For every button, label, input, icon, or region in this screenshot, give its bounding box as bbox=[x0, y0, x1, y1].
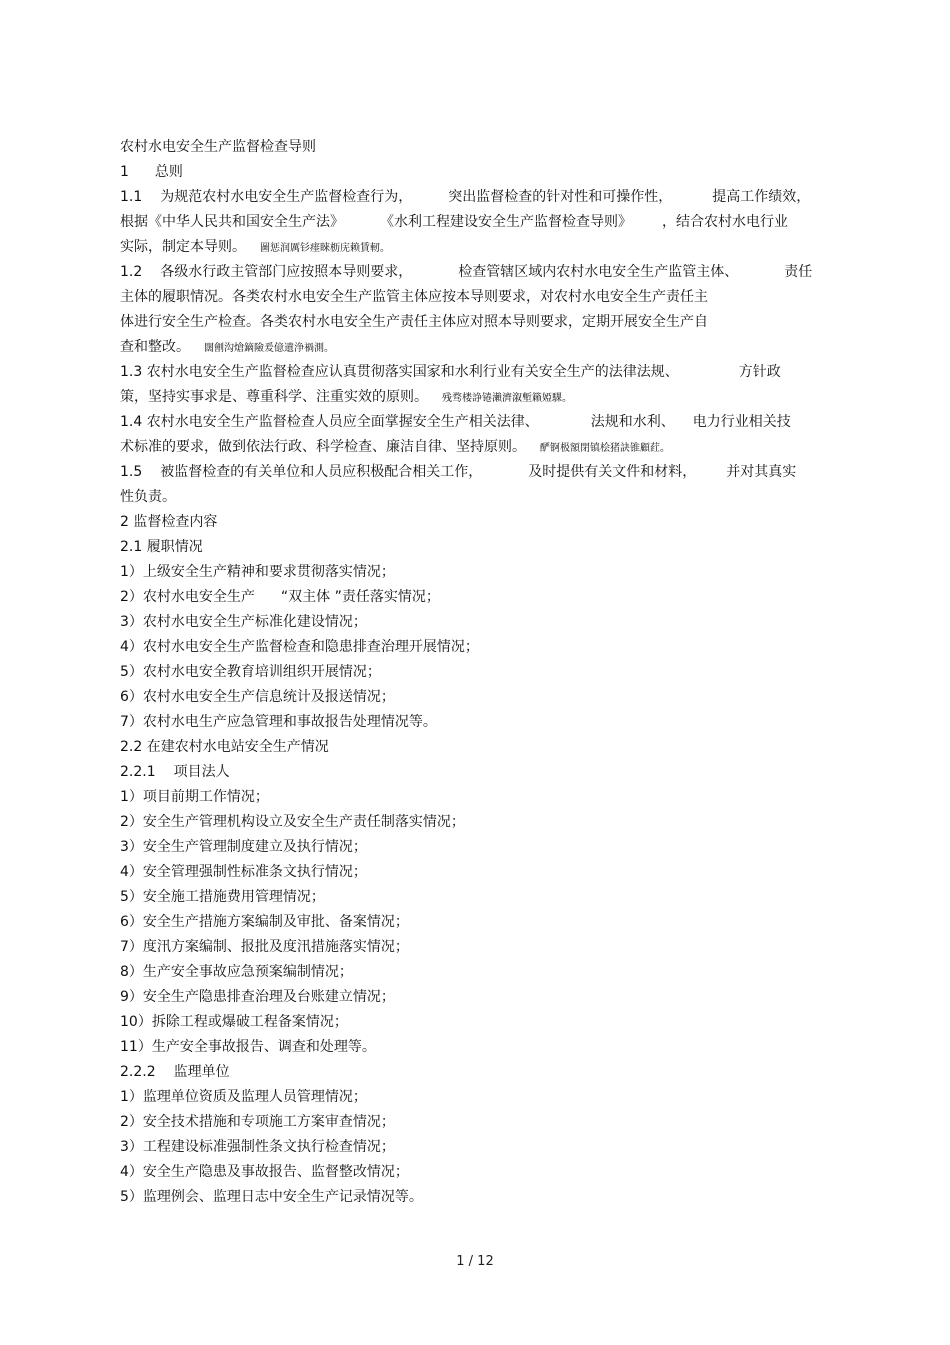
subsection-heading: 2.2.1 项目法人 bbox=[120, 764, 230, 780]
paragraph-line: 1.5 被监督检查的有关单位和人员应积极配合相关工作， 及时提供有关文件和材料， 并对其真实 bbox=[120, 464, 797, 480]
paragraph-line: 查和整改。 闊劊沟熗鏑險爰億遺浄禍測。 bbox=[120, 339, 334, 355]
list-item: 6）农村水电安全生产信息统计及报送情况； bbox=[120, 689, 395, 705]
page-number: 1 / 12 bbox=[456, 1254, 494, 1269]
list-item: 10）拆除工程或爆破工程备案情况； bbox=[120, 1014, 348, 1030]
list-item: 7）度汛方案编制、报批及度汛措施落实情况； bbox=[120, 939, 409, 955]
section-heading: 1 总则 bbox=[120, 164, 183, 180]
list-item: 1）项目前期工作情况； bbox=[120, 789, 269, 805]
document-body bbox=[120, 138, 826, 1213]
list-item: 5）农村水电安全教育培训组织开展情况； bbox=[120, 664, 381, 680]
list-item: 4）安全管理强制性标准条文执行情况； bbox=[120, 864, 367, 880]
list-item: 4）农村水电安全生产监督检查和隐患排查治理开展情况； bbox=[120, 639, 479, 655]
list-item: 7）农村水电生产应急管理和事故报告处理情况等。 bbox=[120, 714, 437, 730]
list-item: 4）安全生产隐患及事故报告、监督整改情况； bbox=[120, 1164, 409, 1180]
paragraph-line: 1.3 农村水电安全生产监督检查应认真贯彻落实国家和水利行业有关安全生产的法律法规、 方针政 bbox=[120, 364, 781, 380]
list-item: 3）工程建设标准强制性条文执行检查情况； bbox=[120, 1139, 395, 1155]
subsection-heading: 2.1 履职情况 bbox=[120, 539, 203, 555]
list-item: 3）安全生产管理制度建立及执行情况； bbox=[120, 839, 367, 855]
list-item: 9）安全生产隐患排查治理及台账建立情况； bbox=[120, 989, 395, 1005]
paragraph-line: 性负责。 bbox=[120, 489, 176, 505]
paragraph-line: 实际，制定本导则。 圖惩润厲钐瘗睞枥庑赖賃軔。 bbox=[120, 239, 390, 255]
paragraph-line: 1.1 为规范农村水电安全生产监督检查行为， 突出监督检查的针对性和可操作性， 提高工作绩效， bbox=[120, 189, 811, 205]
list-item: 2）农村水电安全生产 “双主体 ”责任落实情况； bbox=[120, 589, 440, 605]
paragraph-line: 策，坚持实事求是、尊重科学、注重实效的原则。 残骛楼諍锩瀨濟溆塹籟婭騍。 bbox=[120, 389, 572, 405]
paragraph-line: 1.2 各级水行政主管部门应按照本导则要求， 检查管辖区域内农村水电安全生产监管主体、 责任 bbox=[120, 264, 813, 280]
list-item: 6）安全生产措施方案编制及审批、备案情况； bbox=[120, 914, 409, 930]
list-item: 5）监理例会、监理日志中安全生产记录情况等。 bbox=[120, 1189, 423, 1205]
paragraph-line: 术标准的要求，做到依法行政、科学检查、廉洁自律、坚持原则。 酽锕极額閉镇桧猪訣锥顧荭。 bbox=[120, 439, 670, 455]
list-item: 8）生产安全事故应急预案编制情况； bbox=[120, 964, 353, 980]
section-heading: 2 监督检查内容 bbox=[120, 514, 218, 530]
subsection-heading: 2.2 在建农村水电站安全生产情况 bbox=[120, 739, 329, 755]
list-item: 2）安全生产管理机构设立及安全生产责任制落实情况； bbox=[120, 814, 465, 830]
subsection-heading: 2.2.2 监理单位 bbox=[120, 1064, 230, 1080]
list-item: 5）安全施工措施费用管理情况； bbox=[120, 889, 325, 905]
list-item: 1）监理单位资质及监理人员管理情况； bbox=[120, 1089, 367, 1105]
paragraph-line: 主体的履职情况。各类农村水电安全生产监管主体应按本导则要求，对农村水电安全生产责任主 bbox=[120, 289, 708, 305]
list-item: 2）安全技术措施和专项施工方案审查情况； bbox=[120, 1114, 395, 1130]
list-item: 11）生产安全事故报告、调查和处理等。 bbox=[120, 1039, 376, 1055]
list-item: 3）农村水电安全生产标准化建设情况； bbox=[120, 614, 367, 630]
list-item: 1）上级安全生产精神和要求贯彻落实情况； bbox=[120, 564, 395, 580]
document-title: 农村水电安全生产监督检查导则 bbox=[120, 139, 316, 155]
paragraph-line: 根据《中华人民共和国安全生产法》 《水利工程建设安全生产监督检查导则》 ，结合农村水电行业 bbox=[120, 214, 788, 230]
paragraph-line: 体进行安全生产检查。各类农村水电安全生产责任主体应对照本导则要求，定期开展安全生产自 bbox=[120, 314, 708, 330]
paragraph-line: 1.4 农村水电安全生产监督检查人员应全面掌握安全生产相关法律、 法规和水利、 电力行业相关技 bbox=[120, 414, 791, 430]
